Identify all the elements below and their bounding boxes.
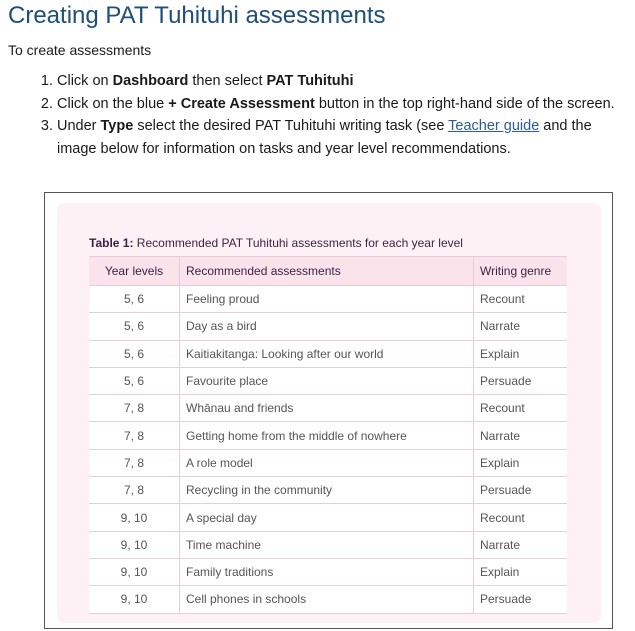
- step-text: Click on the blue: [57, 95, 169, 112]
- step-text: Under: [57, 118, 101, 134]
- step-item: [57, 70, 620, 93]
- table-row: [89, 422, 567, 449]
- year-level-cell: 7, 8: [89, 449, 180, 476]
- genre-cell: Narrate: [474, 313, 568, 340]
- assessment-cell: Whānau and friends: [180, 395, 474, 422]
- table-row: [89, 340, 567, 367]
- assessment-cell: Recycling in the community: [180, 477, 474, 504]
- step-bold: Dashboard: [112, 73, 189, 89]
- genre-cell: Persuade: [474, 586, 568, 613]
- step-bold: PAT Tuhituhi: [266, 73, 354, 89]
- genre-cell: Explain: [474, 340, 568, 367]
- assessment-cell: Day as a bird: [180, 313, 474, 340]
- table-row: [89, 313, 567, 340]
- step-text: and the image below for information on tasks and year level recommendations.: [57, 118, 592, 157]
- table-row: [89, 449, 567, 476]
- assessment-cell: A role model: [180, 449, 474, 476]
- step-text: select the desired PAT Tuhituhi writing task (see: [133, 118, 449, 134]
- year-level-cell: 5, 6: [89, 340, 180, 367]
- year-level-cell: 7, 8: [89, 422, 180, 449]
- year-level-cell: 5, 6: [89, 367, 180, 394]
- table-row: [89, 286, 567, 313]
- caption-label: Table 1:: [89, 236, 134, 250]
- assessment-cell: Kaitiakitanga: Looking after our world: [180, 340, 474, 367]
- assessment-cell: A special day: [180, 504, 474, 531]
- assessment-cell: Feeling proud: [180, 286, 474, 313]
- step-text: button in the top right-hand side of the screen.: [314, 95, 615, 112]
- assessment-cell: Family traditions: [180, 558, 474, 585]
- step-bold: Type: [100, 118, 134, 134]
- figure-frame: [44, 192, 613, 629]
- step-text: then select: [188, 73, 267, 89]
- recommendations-table: [89, 256, 567, 614]
- table-row: [89, 558, 567, 585]
- genre-cell: Explain: [474, 449, 568, 476]
- genre-cell: Persuade: [474, 477, 568, 504]
- table-header-row: [89, 257, 567, 286]
- table-row: [89, 367, 567, 394]
- year-level-cell: 9, 10: [89, 558, 180, 585]
- genre-cell: Recount: [474, 286, 568, 313]
- year-level-cell: 5, 6: [89, 286, 180, 313]
- year-level-cell: 7, 8: [89, 477, 180, 504]
- table-row: [89, 504, 567, 531]
- assessment-cell: Cell phones in schools: [180, 586, 474, 613]
- genre-cell: Recount: [474, 395, 568, 422]
- table-caption: [89, 236, 463, 250]
- step-text: Click on: [57, 73, 113, 89]
- intro-text: To create assessments: [8, 42, 152, 58]
- assessment-cell: Favourite place: [180, 367, 474, 394]
- genre-cell: Narrate: [474, 531, 568, 558]
- table-row: [89, 531, 567, 558]
- genre-cell: Explain: [474, 558, 568, 585]
- assessment-cell: Getting home from the middle of nowhere: [180, 422, 474, 449]
- genre-cell: Narrate: [474, 422, 568, 449]
- header-genre: Writing genre: [474, 257, 568, 286]
- caption-text: Recommended PAT Tuhituhi assessments for each year level: [133, 236, 463, 250]
- teacher-guide-link[interactable]: Teacher guide: [448, 118, 540, 134]
- year-level-cell: 9, 10: [89, 504, 180, 531]
- page-title: Creating PAT Tuhituhi assessments: [8, 2, 386, 29]
- year-level-cell: 9, 10: [89, 586, 180, 613]
- step-item: [57, 93, 620, 116]
- year-level-cell: 9, 10: [89, 531, 180, 558]
- genre-cell: Persuade: [474, 367, 568, 394]
- table-row: [89, 586, 567, 613]
- assessment-cell: Time machine: [180, 531, 474, 558]
- step-bold: + Create Assessment: [168, 95, 315, 112]
- genre-cell: Recount: [474, 504, 568, 531]
- year-level-cell: 7, 8: [89, 395, 180, 422]
- table-row: [89, 477, 567, 504]
- table-row: [89, 395, 567, 422]
- header-assessments: Recommended assessments: [180, 257, 474, 286]
- steps-list: [0, 70, 620, 160]
- header-year-levels: Year levels: [89, 257, 180, 286]
- year-level-cell: 5, 6: [89, 313, 180, 340]
- step-item: [57, 115, 620, 160]
